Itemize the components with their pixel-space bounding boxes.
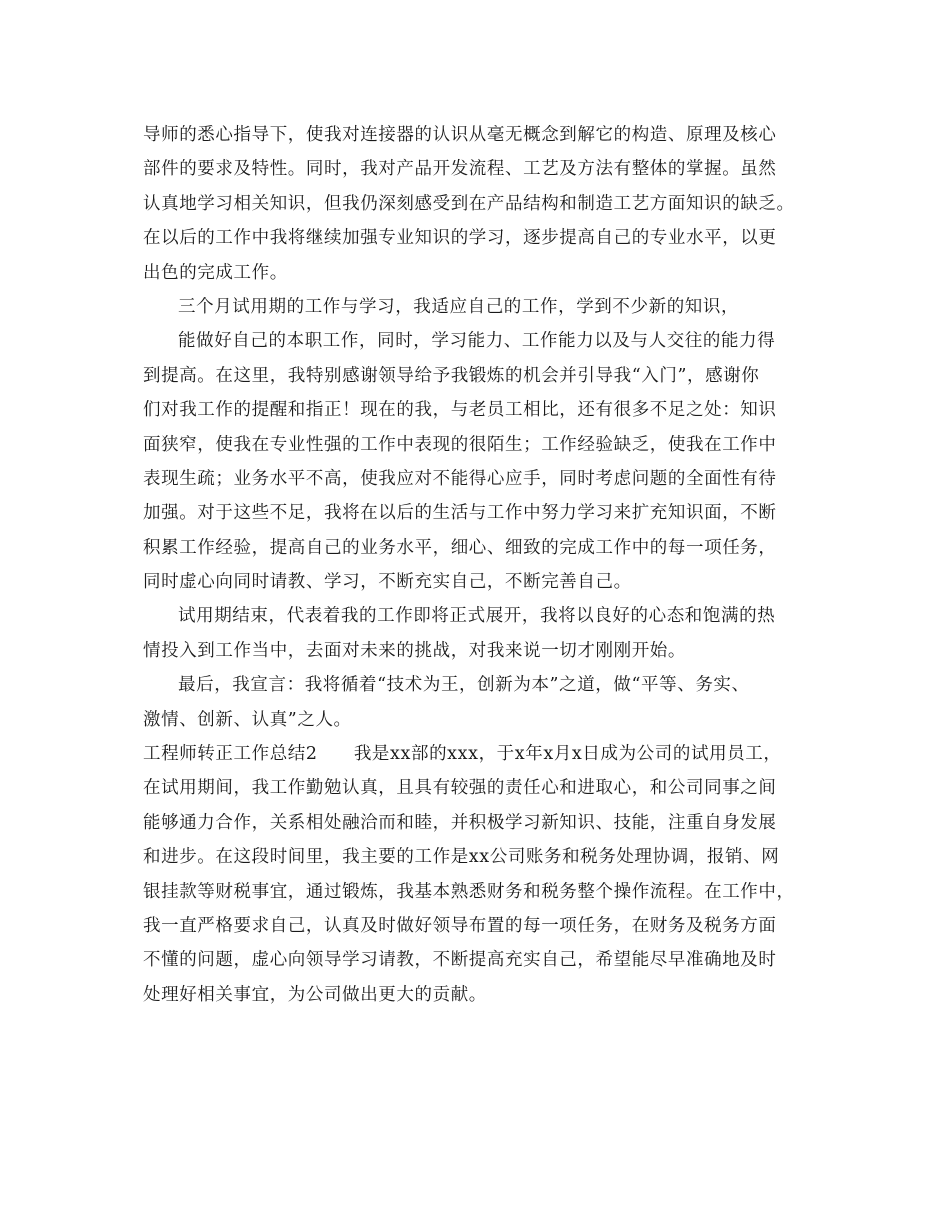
text-line: 工程师转正工作总结2 我是xx部的xxx，于x年x月x日成为公司的试用员工， [143,744,782,765]
text-line: 银挂款等财税事宜，通过锻炼，我基本熟悉财务和税务整个操作流程。在工作中， [143,881,795,902]
text-line: 们对我工作的提醒和指正！现在的我，与老员工相比，还有很多不足之处：知识 [143,400,777,421]
text-line: 认真地学习相关知识，但我仍深刻感受到在产品结构和制造工艺方面知识的缺乏。 [143,193,795,214]
text-line: 我一直严格要求自己，认真及时做好领导布置的每一项任务，在财务及税务方面 [143,915,777,936]
text-line: 部件的要求及特性。同时，我对产品开发流程、工艺及方法有整体的掌握。虽然 [143,159,777,180]
text-line: 在以后的工作中我将继续加强专业知识的学习，逐步提高自己的专业水平，以更 [143,228,777,249]
text-line: 能做好自己的本职工作，同时，学习能力、工作能力以及与人交往的能力得 [178,331,776,352]
text-line: 导师的悉心指导下，使我对连接器的认识从毫无概念到解它的构造、原理及核心 [143,125,777,145]
document-body [143,118,843,1012]
text-line: 和进步。在这段时间里，我主要的工作是xx公司账务和税务处理协调，报销、网 [143,847,780,868]
text-line: 最后，我宣言：我将循着“技术为王，创新为本”之道，做“平等、务实、 [178,675,750,696]
text-line: 三个月试用期的工作与学习，我适应自己的工作，学到不少新的知识， [178,296,740,317]
text-line: 不懂的问题，虚心向领导学习请教，不断提高充实自己，希望能尽早准确地及时 [143,950,777,971]
text-line: 到提高。在这里，我特别感谢领导给予我锻炼的机会并引导我“入门”，感谢你 [143,365,760,386]
text-line: 处理好相关事宜，为公司做出更大的贡献。 [143,984,487,1005]
text-line: 积累工作经验，提高自己的业务水平，细心、细致的完成工作中的每一项任务， [143,537,777,558]
text-line: 出色的完成工作。 [143,262,288,283]
text-line: 能够通力合作，关系相处融洽而和睦，并积极学习新知识、技能，注重自身发展 [143,812,777,833]
text-line: 情投入到工作当中，去面对未来的挑战，对我来说一切才刚刚开始。 [143,640,686,661]
text-line: 加强。对于这些不足，我将在以后的生活与工作中努力学习来扩充知识面，不断 [143,503,777,524]
text-line: 同时虚心向同时请教、学习，不断充实自己，不断完善自己。 [143,572,632,593]
text-line: 表现生疏；业务水平不高，使我应对不能得心应手，同时考虑问题的全面性有待 [143,468,777,489]
text-line: 激情、创新、认真”之人。 [143,709,352,730]
text-line: 试用期结束，代表着我的工作即将正式展开，我将以良好的心态和饱满的热 [178,606,776,627]
text-line: 面狭窄，使我在专业性强的工作中表现的很陌生；工作经验缺乏，使我在工作中 [143,434,777,455]
text-line: 在试用期间，我工作勤勉认真，且具有较强的责任心和进取心，和公司同事之间 [143,778,777,799]
